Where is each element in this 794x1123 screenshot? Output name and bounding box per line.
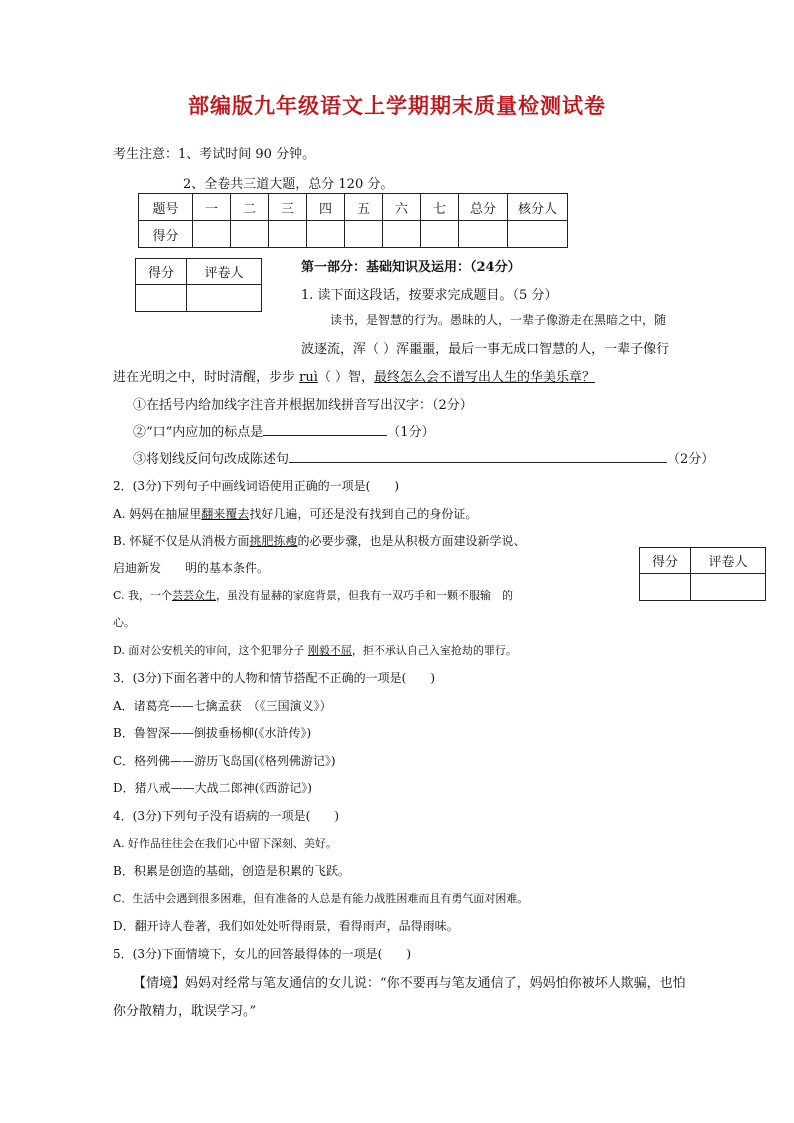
q2-b-underlined: 挑肥拣瘦 bbox=[249, 534, 298, 548]
q4-stem: 4．(3分)下列句子没有语病的一项是( ) bbox=[113, 809, 339, 823]
notice-line-2: 2、全卷共三道大题，总分 120 分。 bbox=[183, 177, 394, 192]
score-table-header: 二 bbox=[231, 194, 269, 221]
q5-context-line-2: 你分散精力，耽误学习。” bbox=[113, 1004, 257, 1019]
q2-c-underlined: 芸芸众生 bbox=[172, 589, 217, 602]
q2-option-b bbox=[113, 532, 525, 549]
q1-underlined-question: 最终怎么会不谱写出人生的华美乐章？ bbox=[374, 370, 596, 385]
grader-box-2 bbox=[639, 547, 766, 601]
grader-box-score-cell[interactable] bbox=[640, 574, 691, 601]
score-cell[interactable] bbox=[307, 221, 345, 248]
q1-pinyin-ruì: ruì bbox=[299, 370, 318, 385]
score-cell[interactable] bbox=[383, 221, 421, 248]
score-table-header: 题号 bbox=[139, 194, 193, 221]
q1-passage-line-3-a: 进在光明之中，时时清醒，步步 bbox=[113, 370, 300, 385]
score-table-header: 核分人 bbox=[508, 194, 568, 221]
q3-option-d: D．猪八戒——大战二郎神(《西游记》) bbox=[113, 781, 312, 795]
q1-stem: 1. 读下面这段话，按要求完成题目。（5 分） bbox=[301, 288, 558, 303]
grader-box-1 bbox=[135, 258, 262, 312]
q2-d-pre: D. 面对公安机关的审问，这个犯罪分子 bbox=[113, 644, 308, 657]
q2-stem: 2．(3分)下列句子中画线词语使用正确的一项是( ) bbox=[113, 479, 399, 493]
score-table-header-row bbox=[139, 194, 568, 221]
score-table-header: 总分 bbox=[459, 194, 508, 221]
q3-stem: 3．(3分)下面名著中的人物和情节搭配不正确的一项是( ) bbox=[113, 671, 435, 685]
score-cell[interactable] bbox=[459, 221, 508, 248]
q1-passage-line-2: 波逐流，浑（ ）浑噩噩，最后一事无成口智慧的人，一辈子像行 bbox=[301, 342, 670, 357]
q5-context-line-1: 【情境】妈妈对经常与笔友通信的女儿说：“你不要再与笔友通信了，妈妈怕你被坏人欺骗，也怕 bbox=[133, 976, 686, 991]
page-title: 部编版九年级语文上学期期末质量检测试卷 bbox=[188, 93, 606, 118]
q3-option-c: C．格列佛——游历飞岛国(《格列佛游记》) bbox=[113, 754, 336, 768]
q1-sub3-score: （2分） bbox=[667, 452, 715, 467]
score-table-row-label: 得分 bbox=[139, 221, 193, 248]
grader-box-grader-cell[interactable] bbox=[691, 574, 766, 601]
q2-d-post: ，拒不承认自己入室抢劫的罪行。 bbox=[351, 644, 517, 657]
q1-sub2-score: （1分） bbox=[387, 425, 435, 440]
grader-box-score-cell[interactable] bbox=[136, 285, 187, 312]
q1-passage-line-3-b: （ ）智， bbox=[317, 370, 375, 385]
q2-b-post: 的必要步骤，也是从积极方面建设新学说、 bbox=[297, 534, 526, 548]
q2-b-pre: B. 怀疑不仅是从消极方面 bbox=[113, 534, 250, 548]
q1-sub2-answer-blank[interactable] bbox=[263, 435, 387, 436]
q1-passage-line-3 bbox=[113, 366, 595, 385]
q2-option-a bbox=[113, 505, 477, 522]
grader-box-grader-cell[interactable] bbox=[187, 285, 262, 312]
q1-sub3 bbox=[133, 448, 714, 467]
grader-box-score-label: 得分 bbox=[640, 548, 691, 574]
score-table-header: 一 bbox=[193, 194, 231, 221]
part1-heading: 第一部分：基础知识及运用：（24分） bbox=[301, 260, 521, 275]
score-cell[interactable] bbox=[231, 221, 269, 248]
q2-option-c bbox=[113, 587, 513, 603]
q3-option-b: B．鲁智深——倒拔垂杨柳(《水浒传》) bbox=[113, 726, 312, 740]
grader-box-score-label: 得分 bbox=[136, 259, 187, 285]
grader-box-grader-label: 评卷人 bbox=[187, 259, 262, 285]
q4-option-c: C．生活中会遇到很多困难，但有准备的人总是有能力战胜困难而且有勇气面对困难。 bbox=[113, 892, 529, 905]
score-cell[interactable] bbox=[269, 221, 307, 248]
q2-option-b-line-2: 启迪新发 明的基本条件。 bbox=[113, 561, 270, 575]
q4-option-d: D．翻开诗人卷著，我们如处处听得雨景，看得雨声，品得雨味。 bbox=[113, 919, 459, 933]
score-table-score-row bbox=[139, 221, 568, 248]
score-table-header: 六 bbox=[383, 194, 421, 221]
q5-stem: 5．(3分)下面情境下，女儿的回答最得体的一项是( ) bbox=[113, 947, 411, 961]
notice-line-1: 考生注意：1、考试时间 90 分钟。 bbox=[113, 147, 316, 162]
score-cell[interactable] bbox=[421, 221, 459, 248]
score-table-header: 三 bbox=[269, 194, 307, 221]
q2-option-d bbox=[113, 642, 517, 658]
q4-option-a: A. 好作品往往会在我们心中留下深刻、美好。 bbox=[113, 837, 337, 850]
score-table-header: 四 bbox=[307, 194, 345, 221]
q2-c-pre: C. 我，一个 bbox=[113, 589, 173, 602]
q1-sub1: ①在括号内给加线字注音并根据加线拼音写出汉字：（2分） bbox=[133, 398, 473, 413]
score-cell[interactable] bbox=[345, 221, 383, 248]
score-table-header: 七 bbox=[421, 194, 459, 221]
q1-sub2-text: ②“口”内应加的标点是 bbox=[133, 425, 264, 440]
score-cell[interactable] bbox=[193, 221, 231, 248]
q2-a-underlined: 翻来覆去 bbox=[201, 507, 250, 521]
grader-box-grader-label: 评卷人 bbox=[691, 548, 766, 574]
q1-sub3-text: ③将划线反问句改成陈述句 bbox=[133, 452, 290, 467]
q2-c-post: ，虽没有显赫的家庭背景，但我有一双巧手和一颗不服输 的 bbox=[216, 589, 514, 602]
score-table bbox=[138, 193, 568, 248]
q4-option-b: B．积累是创造的基础，创造是积累的飞跃。 bbox=[113, 864, 350, 878]
q2-option-c-line-2: 心。 bbox=[113, 616, 135, 629]
score-table-header: 五 bbox=[345, 194, 383, 221]
q2-d-underlined: 刚毅不屈 bbox=[307, 644, 352, 657]
q1-sub2 bbox=[133, 421, 435, 440]
q3-option-a: A．诸葛亮——七擒孟获 （《三国演义》） bbox=[113, 699, 332, 713]
q2-a-pre: A. 妈妈在抽屉里 bbox=[113, 507, 202, 521]
q1-passage-line-1: 读书，是智慧的行为。愚昧的人，一辈子像游走在黑暗之中，随 bbox=[330, 313, 667, 327]
q2-a-post: 找好几遍，可还是没有找到自己的身份证。 bbox=[249, 507, 478, 521]
score-cell[interactable] bbox=[508, 221, 568, 248]
q1-sub3-answer-blank[interactable] bbox=[289, 462, 667, 463]
